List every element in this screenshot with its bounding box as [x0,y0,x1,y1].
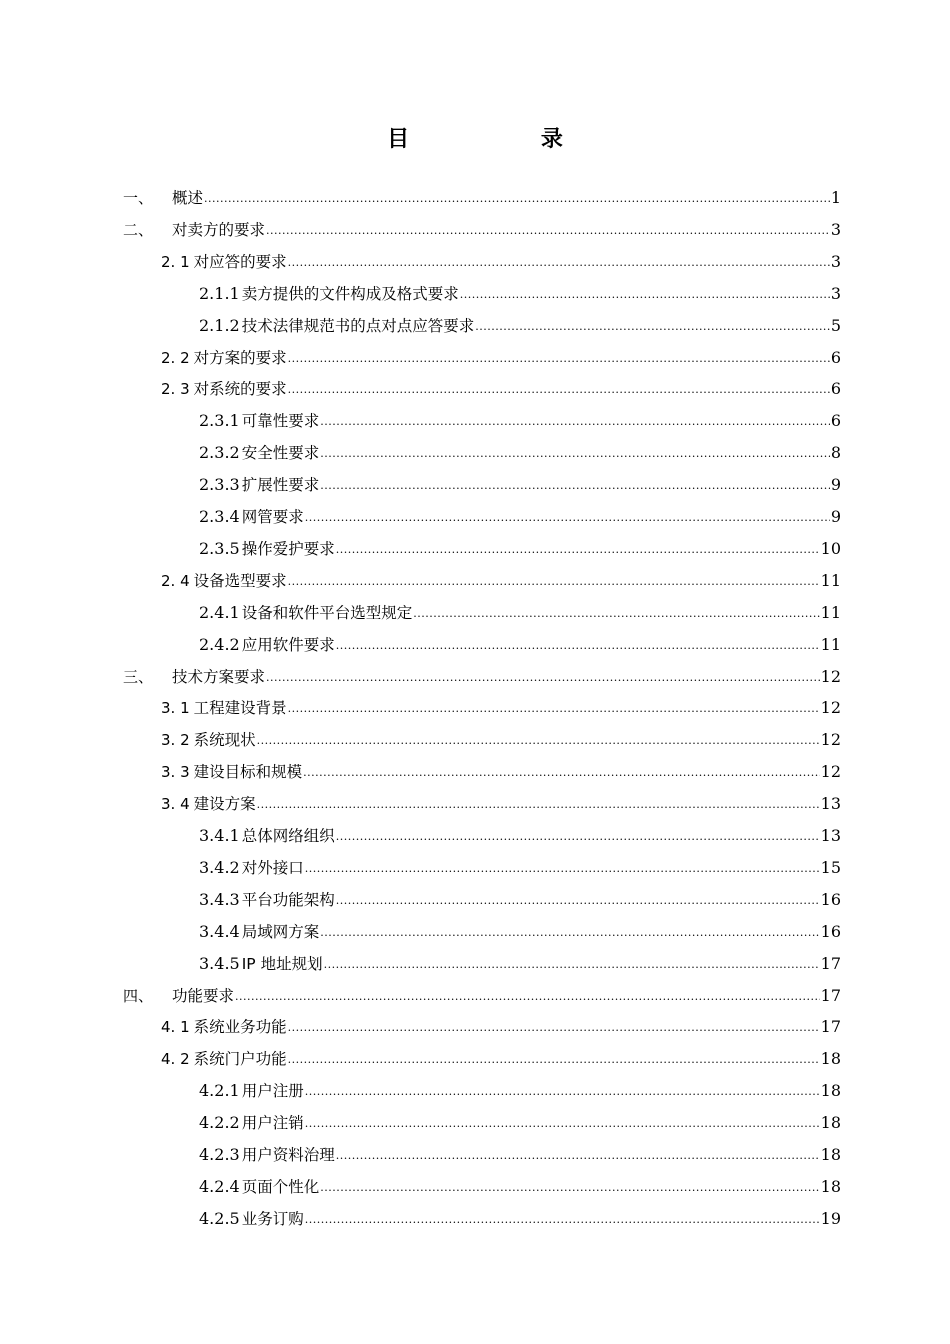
toc-entry-number: 2.3.4 [199,507,240,526]
toc-entry-number: 四、 [123,986,154,1005]
toc-entry[interactable] [199,1075,841,1107]
toc-entry[interactable] [199,852,841,884]
toc-leader-dots [460,279,830,311]
toc-entry-title: 工程建设背景 [193,699,287,718]
toc-leader-dots [413,598,819,630]
toc-page-number: 9 [830,507,841,526]
toc-page-number: 13 [820,794,841,814]
toc-entry[interactable] [199,310,841,342]
toc-entry-title: 扩展性要求 [241,476,320,495]
toc-entry[interactable] [161,1043,841,1075]
toc-entry[interactable] [199,820,841,852]
toc-page-number: 12 [820,666,841,686]
toc-leader-dots [336,534,820,566]
toc-leader-dots [266,215,830,247]
toc-entry-number: 一、 [123,189,154,207]
toc-entry-number: 2. 1 [161,252,190,271]
toc-entry[interactable] [199,437,841,469]
toc-page-number: 6 [830,347,841,367]
toc-entry-title: 概述 [172,189,204,207]
toc-page-number: 18 [820,1049,841,1069]
toc-entry[interactable] [161,1011,841,1043]
toc-entry[interactable] [199,597,841,629]
toc-entry-title: 技术方案要求 [172,667,266,686]
toc-leader-dots [257,725,820,757]
toc-entry-title: 系统现状 [193,731,256,750]
toc-entry-title: 对应答的要求 [193,252,287,271]
toc-entry[interactable] [199,1107,841,1139]
toc-leader-dots [336,885,820,917]
toc-leader-dots [320,470,830,502]
toc-page-number: 12 [820,730,841,750]
toc-page-number: 9 [830,475,841,495]
toc-page-number: 3 [830,283,841,303]
toc-entry-number: 2.1.2 [199,315,240,335]
toc-leader-dots [288,374,830,406]
toc-entry-number: 3. 3 [161,763,190,782]
toc-leader-dots [235,981,820,1013]
toc-entry[interactable] [161,724,841,756]
toc-page-number: 11 [820,570,841,590]
toc-entry-title: 局域网方案 [241,922,320,941]
page-title: 目 录 [387,127,625,152]
toc-entry-title: 操作爱护要求 [241,539,335,558]
toc-entry-number: 2.4.1 [199,602,240,622]
toc-entry[interactable] [199,1171,841,1203]
toc-entry[interactable] [199,948,841,980]
toc-entry[interactable] [199,1203,841,1235]
toc-entry-number: 3.4.1 [199,826,240,845]
toc-entry-number: 2.3.1 [199,411,240,431]
toc-leader-dots [288,566,820,598]
toc-entry-number: 2.4.2 [199,634,240,654]
toc-leader-dots [288,1044,820,1076]
toc-entry-title: IP 地址规划 [241,954,323,973]
toc-entry-number: 3.4.2 [199,857,240,877]
toc-entry-number: 三、 [123,667,154,686]
toc-entry-number: 4.2.2 [199,1113,240,1133]
toc-page-number: 18 [820,1081,841,1101]
toc-entry[interactable] [123,661,841,693]
toc-leader-dots [475,311,830,343]
toc-entry[interactable] [199,469,841,501]
toc-entry[interactable] [161,565,841,597]
toc-leader-dots [204,183,830,215]
toc-entry-title: 系统业务功能 [193,1018,287,1037]
toc-entry-title: 对卖方的要求 [172,220,266,239]
toc-leader-dots [320,406,830,438]
toc-entry-title: 平台功能架构 [241,890,335,909]
toc-entry-title: 总体网络组织 [241,827,335,845]
toc-entry[interactable] [199,884,841,916]
toc-entry-title: 可靠性要求 [241,412,320,431]
toc-entry-title: 技术法律规范书的点对点应答要求 [241,316,475,335]
toc-page-number: 16 [820,889,841,909]
toc-page-number: 16 [820,921,841,941]
toc-entry-number: 2.1.1 [199,283,240,303]
toc-page-number: 6 [830,411,841,431]
toc-entry-number: 4.2.1 [199,1081,240,1101]
toc-leader-dots [303,757,820,789]
toc-entry-title: 业务订购 [241,1209,304,1228]
toc-entry-title: 功能要求 [172,986,235,1005]
toc-entry-title: 设备和软件平台选型规定 [241,603,413,622]
toc-entry[interactable] [199,501,841,533]
toc-entry-number: 2.3.2 [199,443,240,463]
toc-entry-number: 二、 [123,220,154,239]
toc-page-number: 3 [830,219,841,239]
toc-entry-title: 页面个性化 [241,1177,320,1196]
toc-entry[interactable] [161,373,841,405]
toc-leader-dots [305,1076,820,1108]
toc-page-number: 12 [820,698,841,718]
toc-entry-title: 对系统的要求 [193,380,287,399]
toc-page-number: 6 [830,379,841,399]
toc-entry-number: 4.2.4 [199,1176,240,1196]
toc-entry[interactable] [199,278,841,310]
toc-entry-title: 用户注册 [241,1082,304,1101]
toc-entry-title: 建设方案 [193,795,256,814]
toc-leader-dots [288,247,830,279]
toc-entry-number: 4. 2 [161,1050,190,1069]
toc-entry-title: 用户资料治理 [241,1146,335,1164]
toc-entry-number: 3. 2 [161,731,190,750]
toc-leader-dots [288,693,820,725]
toc-entry-number: 3. 4 [161,795,190,814]
toc-leader-dots [305,1108,820,1140]
toc-leader-dots [257,789,820,821]
toc-page-number: 15 [820,857,841,877]
toc-page-number: 18 [820,1176,841,1196]
toc-entry[interactable] [199,1139,841,1171]
toc-entry[interactable] [123,214,841,246]
toc-entry[interactable] [161,756,841,788]
toc-entry-title: 对外接口 [241,858,304,877]
toc-entry[interactable] [199,629,841,661]
toc-entry[interactable] [199,405,841,437]
toc-entry[interactable] [161,246,841,278]
toc-entry-number: 4.2.5 [199,1208,240,1228]
toc-entry[interactable] [199,533,841,565]
toc-leader-dots [320,1172,819,1204]
toc-entry-number: 3. 1 [161,699,190,718]
toc-entry-title: 系统门户功能 [193,1050,287,1069]
toc-entry-number: 2.3.5 [199,538,240,558]
toc-entry-number: 2. 3 [161,380,190,399]
toc-entry[interactable] [161,692,841,724]
toc-page-number: 19 [820,1208,841,1228]
toc-page-number: 11 [820,602,841,622]
toc-page-number: 10 [820,538,841,558]
toc-entry-number: 2.3.3 [199,475,240,495]
toc-leader-dots [320,438,830,470]
toc-entry-title: 用户注销 [241,1114,304,1133]
toc-page-number: 17 [820,985,841,1005]
toc-page-number: 18 [820,1145,841,1164]
toc-leader-dots [336,1140,820,1172]
toc-page-number: 13 [820,826,841,845]
toc-entry-title: 设备选型要求 [193,571,287,590]
toc-entry-number: 2. 2 [161,348,190,367]
toc-page-number: 12 [820,762,841,782]
toc-leader-dots [288,1012,820,1044]
toc-entry[interactable] [161,788,841,820]
toc-entry[interactable] [123,980,841,1012]
toc-entry-title: 对方案的要求 [193,348,287,367]
toc-entry-title: 建设目标和规模 [193,763,303,782]
toc-page-number: 5 [830,315,841,335]
toc-leader-dots [324,949,820,981]
toc-entry[interactable] [199,916,841,948]
toc-entry-title: 应用软件要求 [241,635,335,654]
toc-page-number: 8 [830,443,841,463]
toc-page-number: 17 [820,1017,841,1037]
toc-leader-dots [305,502,830,534]
toc-entry-number: 3.4.5 [199,953,240,973]
toc-page-number: 18 [820,1113,841,1133]
toc-leader-dots [336,821,820,853]
toc-entry-title: 安全性要求 [241,444,320,463]
toc-leader-dots [336,630,820,662]
toc-leader-dots [305,853,820,885]
toc-entry-title: 卖方提供的文件构成及格式要求 [241,284,459,303]
toc-entry-title: 网管要求 [241,508,304,526]
toc-entry-number: 4. 1 [161,1018,190,1037]
toc-entry[interactable] [161,342,841,374]
toc-entry-number: 4.2.3 [199,1145,240,1164]
toc-leader-dots [320,917,819,949]
toc-leader-dots [266,662,820,694]
toc-page-number: 1 [830,188,841,207]
toc-leader-dots [288,343,830,375]
toc-entry-number: 2. 4 [161,571,190,590]
toc-entry[interactable] [123,182,841,214]
toc-page-number: 11 [820,634,841,654]
toc-entry-number: 3.4.3 [199,889,240,909]
toc-page-number: 17 [820,953,841,973]
toc-entry-number: 3.4.4 [199,921,240,941]
toc-leader-dots [305,1204,820,1236]
toc-page-number: 3 [830,251,841,271]
